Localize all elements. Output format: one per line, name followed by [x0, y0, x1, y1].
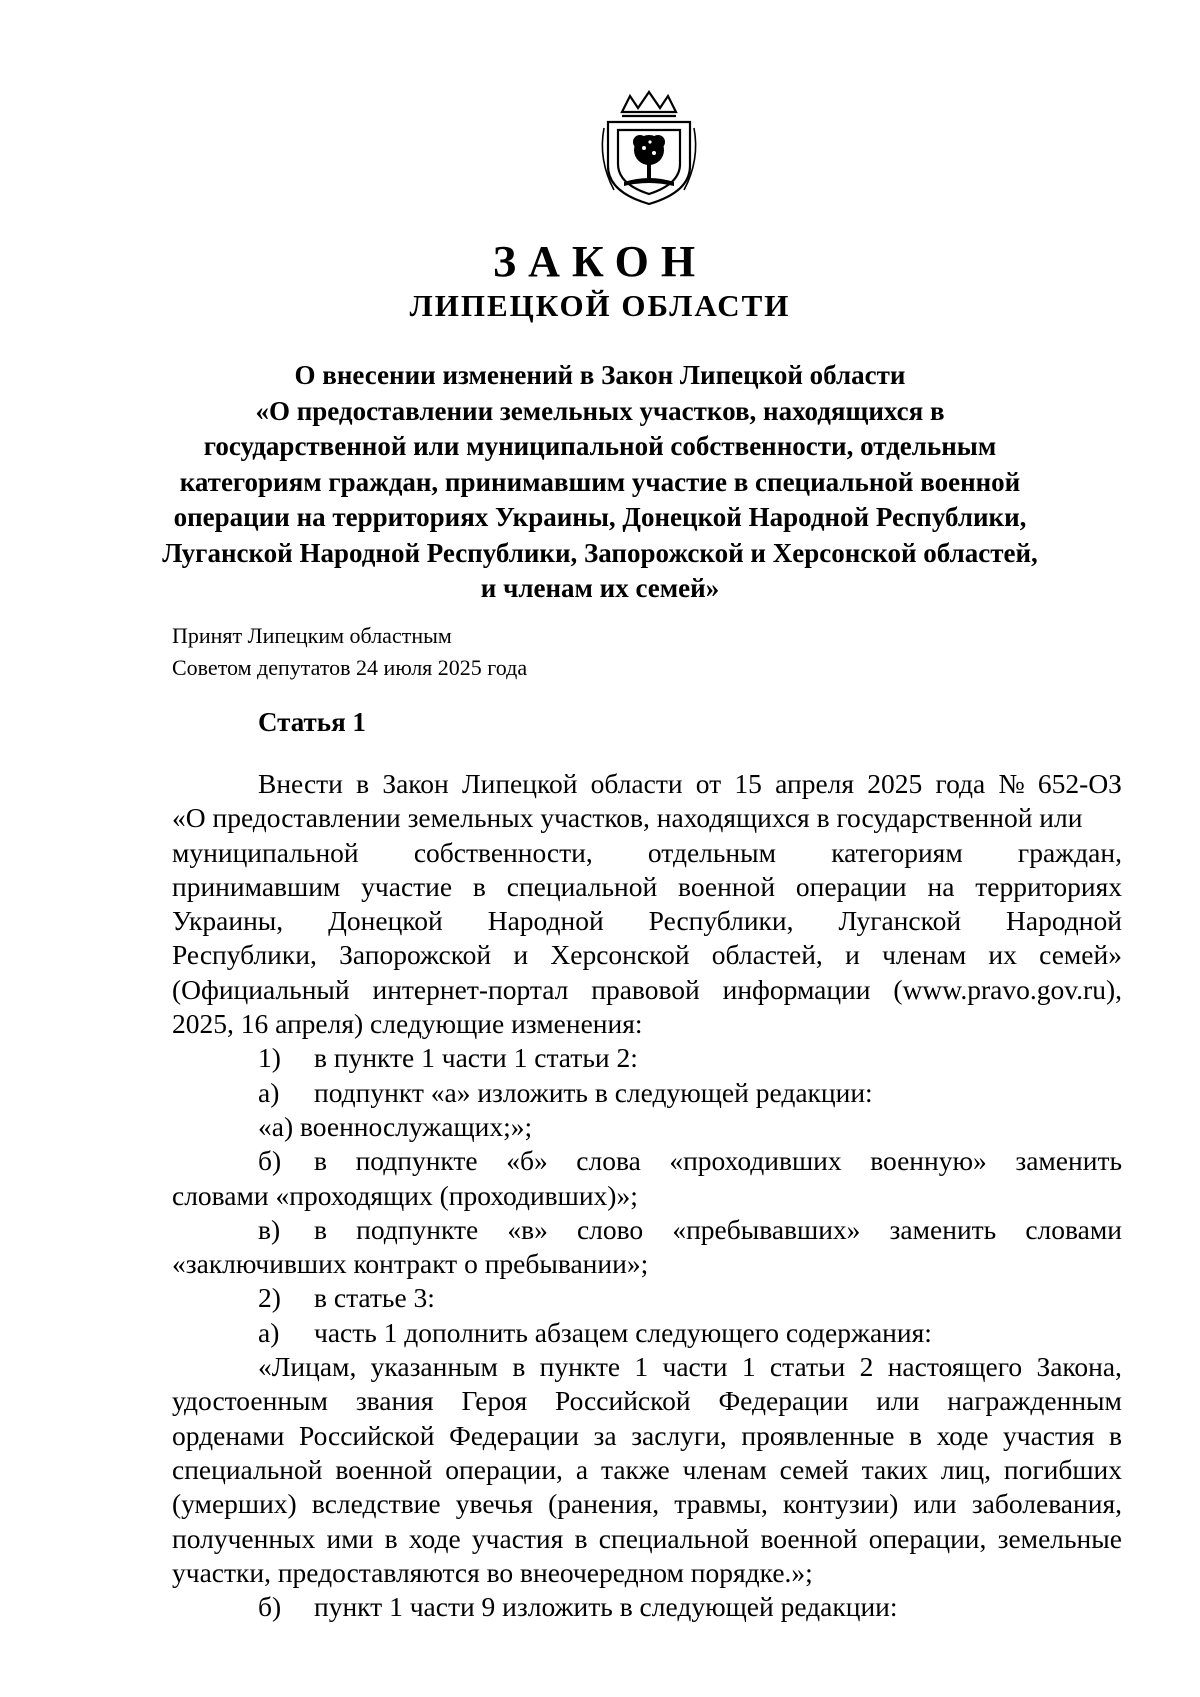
word: (Официальный	[172, 973, 350, 1005]
word: операции,	[868, 1522, 987, 1554]
list-item	[172, 1144, 1122, 1178]
word: правовой	[591, 973, 700, 1005]
word: семей»	[1039, 939, 1122, 971]
subject-line: государственной или муниципальной собственности, отдельным	[203, 431, 997, 461]
item-text: в статье 3:	[314, 1282, 435, 1314]
word: категориям	[831, 836, 963, 868]
word: погибших	[1003, 1453, 1122, 1485]
word: членам	[682, 1453, 767, 1485]
word: в	[384, 1522, 398, 1554]
word: (умерших)	[172, 1488, 297, 1520]
body-line	[172, 767, 1122, 801]
word: собственности,	[413, 836, 593, 868]
word: вследствие	[311, 1488, 441, 1520]
word: за	[593, 1419, 617, 1451]
list-item	[172, 1590, 1122, 1624]
word: муниципальной	[172, 836, 359, 868]
subject-line: операции на территориях Украины, Донецкой Народной Республики,	[173, 502, 1027, 532]
body-line	[172, 904, 1122, 938]
word: областей,	[711, 939, 823, 971]
coat-of-arms-emblem	[594, 90, 704, 208]
word: звания	[355, 1385, 434, 1417]
word: 15	[734, 768, 762, 799]
word: контузии)	[783, 1488, 899, 1520]
word: ходе	[408, 1522, 461, 1554]
word: Героя	[461, 1385, 528, 1417]
list-item	[172, 1041, 1122, 1075]
word: подпункте	[356, 1213, 479, 1245]
word: пункте	[539, 1351, 621, 1383]
subject-line: Луганской Народной Республики, Запорожской и Херсонской областей,	[162, 537, 1038, 568]
word: операции,	[445, 1453, 563, 1485]
adoption-note	[172, 620, 772, 684]
body-line	[172, 1350, 1122, 1384]
word: «в»	[507, 1213, 548, 1245]
word: части	[662, 1351, 728, 1383]
region-title: ЛИПЕЦКОЙ ОБЛАСТИ	[409, 288, 791, 323]
word: награжденным	[947, 1385, 1122, 1417]
item-marker: б)	[258, 1591, 282, 1623]
word: земельные	[997, 1522, 1122, 1554]
word: военную»	[870, 1145, 987, 1177]
word: в	[314, 1145, 327, 1177]
word: граждан,	[1017, 836, 1122, 868]
word: удостоенным	[172, 1385, 328, 1417]
item-marker: 1)	[258, 1042, 281, 1074]
word: в	[472, 870, 486, 902]
quoted-text: «а) военнослужащих;»;	[258, 1110, 533, 1142]
body-line: 2025, 16 апреля) следующие изменения:	[172, 1008, 643, 1040]
list-item	[172, 1316, 1122, 1350]
word: указанным	[370, 1351, 498, 1383]
list-item	[172, 1281, 1122, 1315]
word: полученных	[172, 1522, 316, 1554]
word: №	[998, 768, 1025, 799]
word: Запорожской	[339, 939, 492, 971]
word: на	[927, 870, 955, 902]
word: участия	[1003, 1419, 1095, 1451]
body-line: «О предоставлении земельных участков, находящихся в государственной или	[172, 802, 1083, 834]
word: в	[1108, 1419, 1122, 1451]
body-line	[172, 938, 1122, 972]
body-line: участки, предоставляются во внеочередном порядке.»;	[172, 1556, 813, 1588]
word: «Лицам,	[258, 1351, 357, 1383]
word: апреля	[775, 768, 855, 799]
word: и	[513, 939, 529, 971]
word: лиц,	[940, 1453, 991, 1485]
word: проявленные	[741, 1419, 895, 1451]
word: заслуги,	[631, 1419, 727, 1451]
item-marker: а)	[258, 1316, 280, 1348]
item-text: часть 1 дополнить абзацем следующего содержания:	[314, 1316, 932, 1348]
adoption-line: Советом депутатов 24 июля 2025 года	[172, 655, 528, 680]
body-line	[172, 1522, 1122, 1556]
word: участие	[361, 870, 453, 902]
word: 2025	[867, 768, 923, 799]
word: членам	[882, 939, 967, 971]
word: (ранения,	[548, 1488, 660, 1520]
subject-line: и членам их семей»	[480, 573, 720, 603]
word: Липецкой	[461, 768, 578, 799]
body-line	[172, 870, 1122, 904]
word: операции	[795, 870, 907, 902]
body-line	[172, 1487, 1122, 1521]
word: в	[512, 1351, 526, 1383]
item-text: пункт 1 части 9 изложить в следующей редакции:	[314, 1591, 898, 1623]
word: интернет-портал	[372, 973, 569, 1005]
word: 1	[741, 1351, 756, 1383]
word: Донецкой	[328, 905, 443, 937]
body-line	[172, 1384, 1122, 1418]
word: специальной	[172, 1453, 323, 1485]
word: военной	[678, 870, 776, 902]
word: Республики,	[648, 905, 794, 937]
word: семей	[779, 1453, 849, 1485]
word: травмы,	[674, 1488, 768, 1520]
item-marker: 2)	[258, 1282, 281, 1314]
word: военной	[760, 1522, 858, 1554]
word: (www.pravo.gov.ru),	[893, 973, 1122, 1005]
list-item	[172, 1076, 1122, 1110]
word: слова	[576, 1145, 641, 1177]
word: словами	[1025, 1213, 1122, 1245]
body-line	[172, 836, 1122, 870]
word: «пребывавших»	[672, 1213, 861, 1245]
word: отдельным	[647, 836, 777, 868]
word: Федерации	[718, 1385, 849, 1417]
word: Федерации	[449, 1419, 579, 1451]
word: «проходивших	[669, 1145, 842, 1177]
word: «б»	[506, 1145, 548, 1177]
word: статьи	[769, 1351, 846, 1383]
word: специальной	[598, 1522, 750, 1554]
word: подпункте	[355, 1145, 478, 1177]
subject-line: категориям граждан, принимавшим участие в специальной военной	[179, 466, 1021, 497]
word: участия	[471, 1522, 564, 1554]
word: Луганской	[838, 905, 962, 937]
law-subject	[160, 358, 1040, 607]
word: 1	[634, 1351, 649, 1383]
word: настоящего	[887, 1351, 1023, 1383]
item-marker: а)	[258, 1076, 280, 1108]
word: в	[314, 1213, 327, 1245]
article-body	[172, 767, 1122, 1624]
item-text	[314, 1144, 1122, 1178]
word: ими	[326, 1522, 374, 1554]
word: от	[695, 768, 722, 799]
item-marker: б)	[258, 1145, 282, 1177]
word: заменить	[889, 1213, 997, 1245]
word: Внести	[258, 768, 343, 799]
word: территориях	[975, 870, 1122, 902]
word: орденами	[172, 1419, 285, 1451]
word: Народной	[1006, 905, 1122, 937]
body-line	[172, 1419, 1122, 1453]
article-heading: Статья 1	[258, 707, 366, 737]
word: Российской	[555, 1385, 691, 1417]
word: Республики,	[172, 939, 317, 971]
body-line	[172, 1453, 1122, 1487]
adoption-line: Принят Липецким областным	[172, 623, 452, 648]
word: также	[600, 1453, 670, 1485]
word: таких	[861, 1453, 929, 1485]
word: принимавшим	[172, 870, 341, 902]
item-text: подпункт «а» изложить в следующей редакции:	[314, 1076, 873, 1108]
word: Закон	[382, 768, 449, 799]
word: и	[845, 939, 860, 971]
word: Херсонской	[550, 939, 690, 971]
word: увечья	[455, 1488, 533, 1520]
law-title: ЗАКОН	[492, 237, 708, 286]
word: заболевания,	[971, 1488, 1122, 1520]
body-line	[172, 973, 1122, 1007]
word: или	[913, 1488, 957, 1520]
word: информации	[722, 973, 871, 1005]
word: Закона,	[1036, 1351, 1122, 1383]
word: или	[876, 1385, 920, 1417]
word: в	[908, 1419, 922, 1451]
subject-line: «О предоставлении земельных участков, находящихся в	[255, 395, 945, 426]
word: военной	[335, 1453, 433, 1485]
list-item	[172, 1213, 1122, 1247]
word: Украины,	[172, 905, 284, 937]
body-line: «заключивших контракт о пребывании»;	[172, 1248, 649, 1280]
word: в	[574, 1522, 588, 1554]
item-marker: в)	[258, 1213, 281, 1245]
word: а	[575, 1453, 589, 1485]
word: специальной	[506, 870, 658, 902]
item-text: в пункте 1 части 1 статьи 2:	[314, 1042, 638, 1074]
word: 652-ОЗ	[1037, 768, 1122, 799]
subject-line: О внесении изменений в Закон Липецкой области	[294, 360, 906, 390]
item-text	[314, 1213, 1122, 1247]
word: слово	[576, 1213, 644, 1245]
body-line: словами «проходящих (проходивших)»;	[172, 1179, 638, 1211]
word: 2	[859, 1351, 874, 1383]
word: области	[590, 768, 683, 799]
word: их	[988, 939, 1017, 971]
word: ходе	[936, 1419, 989, 1451]
word: заменить	[1015, 1145, 1122, 1177]
word: Народной	[487, 905, 604, 937]
word: года	[935, 768, 986, 799]
word: в	[356, 768, 370, 799]
word: Российской	[298, 1419, 435, 1451]
